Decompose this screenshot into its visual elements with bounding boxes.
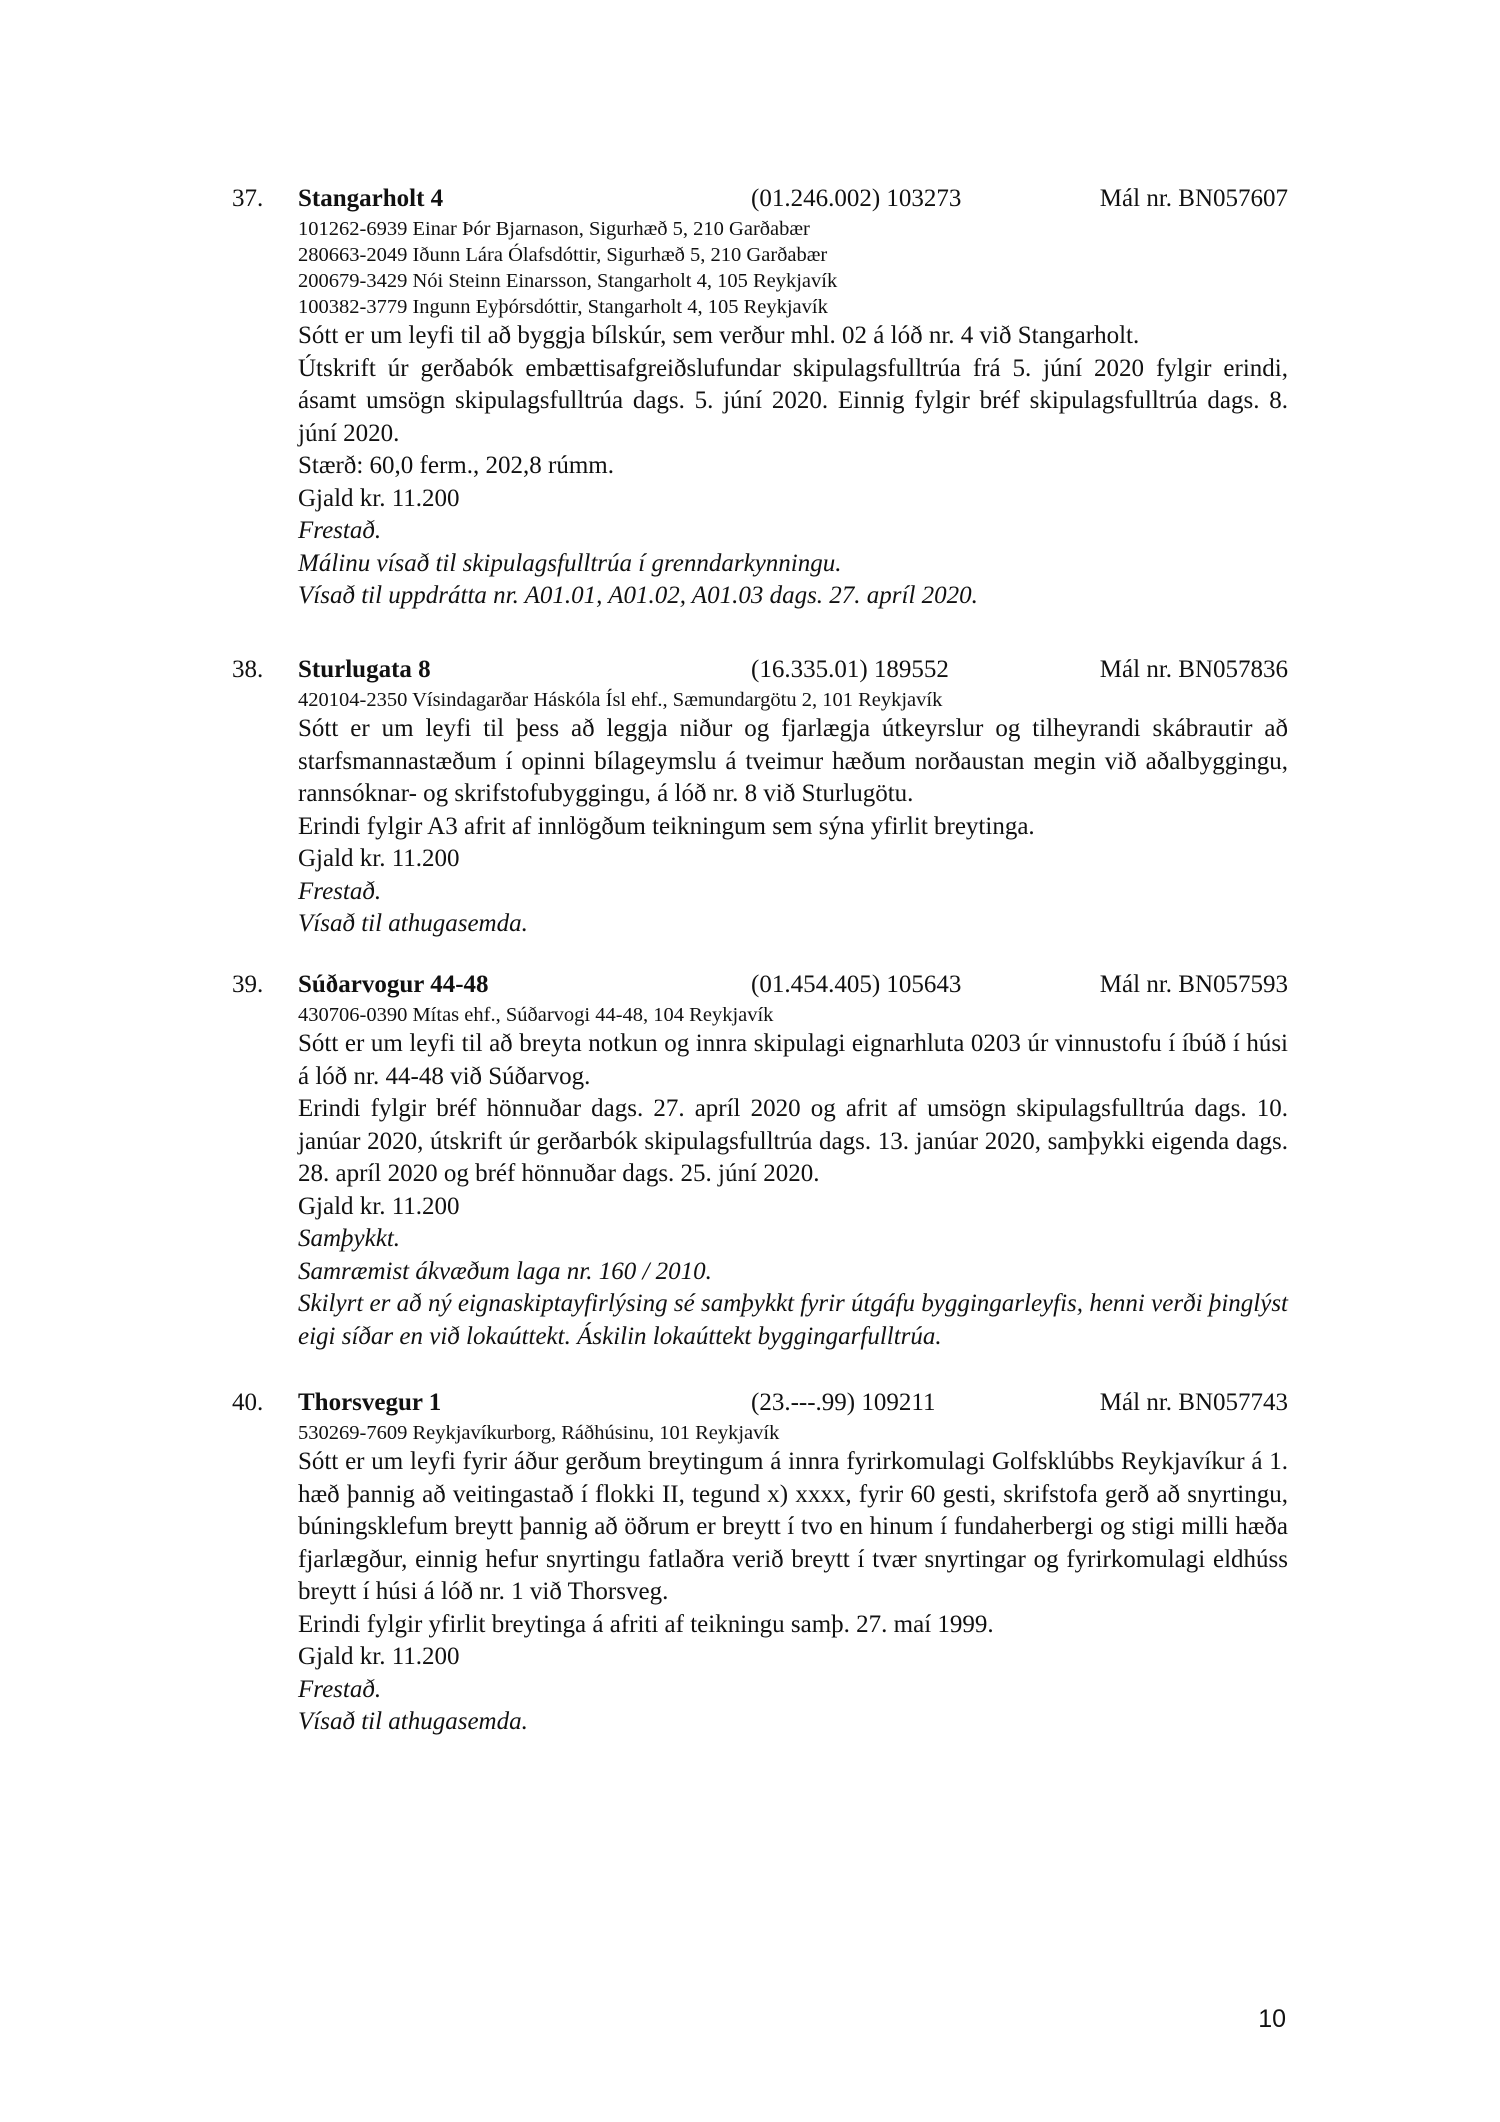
case-entry — [232, 182, 1288, 613]
decision-note: Skilyrt er að ný eignaskiptayfirlýsing sé samþykkt fyrir útgáfu byggingarleyfis, henni verði þinglýst eigi síðar en við lokaúttekt. Áskilin lokaúttekt byggingarfulltrúa. — [298, 1290, 1288, 1350]
case-entry — [232, 968, 1288, 1353]
size-text: Stærð: 60,0 ferm., 202,8 rúmm. — [298, 452, 614, 479]
decision-text: Frestað. — [298, 1675, 382, 1703]
case-address: Stangarholt 4 — [298, 185, 444, 212]
decision-text: Samþykkt. — [298, 1225, 401, 1252]
applicant-line: 420104-2350 Vísindagarðar Háskóla Ísl ehf., Sæmundargötu 2, 101 Reykjavík — [298, 689, 943, 711]
application-text: Sótt er um leyfi til að breyta notkun og innra skipulagi eignarhluta 0203 úr vinnustofu í íbúð í húsi á lóð nr. 44-48 við Súðarvog. — [298, 1030, 1288, 1090]
case-body — [298, 1002, 1288, 1353]
case-address: Súðarvogur 44-48 — [298, 971, 489, 998]
case-file-number: Mál nr. BN057607 — [1099, 185, 1288, 212]
case-body — [298, 1420, 1288, 1739]
case-address: Thorsvegur 1 — [298, 1389, 442, 1416]
case-address: Sturlugata 8 — [298, 656, 431, 683]
decision-note: Samræmist ákvæðum laga nr. 160 / 2010. — [298, 1257, 712, 1285]
case-body — [298, 687, 1288, 941]
decision-note: Málinu vísað til skipulagsfulltrúa í grenndarkynningu. — [298, 549, 842, 577]
case-lot-id: (01.454.405) 105643 — [751, 971, 962, 998]
applicant-line: 430706-0390 Mítas ehf., Súðarvogi 44-48, 104 Reykjavík — [298, 1004, 774, 1026]
fee-text: Gjald kr. 11.200 — [298, 1643, 460, 1670]
case-number: 37. — [232, 185, 264, 212]
case-number: 39. — [232, 971, 264, 998]
case-number: 40. — [232, 1389, 264, 1416]
decision-text: Frestað. — [298, 877, 382, 905]
applicant-line: 280663-2049 Iðunn Lára Ólafsdóttir, Sigurhæð 5, 210 Garðabær — [298, 244, 828, 266]
decision-note: Vísað til athugasemda. — [298, 1708, 528, 1735]
case-lot-id: (23.---.99) 109211 — [751, 1389, 936, 1416]
case-file-number: Mál nr. BN057593 — [1099, 971, 1288, 998]
application-text: Sótt er um leyfi fyrir áður gerðum breytingum á innra fyrirkomulagi Golfsklúbbs Reykjavíkur á 1. hæð þannig að veitingastað í flokki II, tegund x) xxxx, fyrir 60 gesti, skrifstofa gerð að snyrtingu, búningsklefum breytt þannig að öðrum er breytt í tvo en hinum í fundaherbergi og stigi milli hæða fjarlægður, einnig hefur snyrtingu fatlaðra verið breytt í tvær snyrtingar og fyrirkomulagi eldhúss breytt í húsi á lóð nr. 1 við Thorsveg. — [298, 1448, 1288, 1605]
applicant-line: 530269-7609 Reykjavíkurborg, Ráðhúsinu, 101 Reykjavík — [298, 1422, 780, 1444]
page-number: 10 — [1258, 2005, 1286, 2033]
case-lot-id: (01.246.002) 103273 — [751, 185, 962, 212]
applicant-line: 101262-6939 Einar Þór Bjarnason, Sigurhæð 5, 210 Garðabær — [298, 218, 810, 240]
case-header — [232, 1386, 1288, 1420]
case-header — [232, 968, 1288, 1002]
attachment-text: Erindi fylgir yfirlit breytinga á afriti af teikningu samþ. 27. maí 1999. — [298, 1610, 994, 1638]
attachment-text: Erindi fylgir A3 afrit af innlögðum teikningum sem sýna yfirlit breytinga. — [298, 812, 1035, 840]
case-body — [298, 216, 1288, 613]
case-entry — [232, 653, 1288, 941]
applicant-line: 100382-3779 Ingunn Eyþórsdóttir, Stangarholt 4, 105 Reykjavík — [298, 296, 828, 318]
case-file-number: Mál nr. BN057836 — [1099, 656, 1288, 683]
application-text: Sótt er um leyfi til að byggja bílskúr, sem verður mhl. 02 á lóð nr. 4 við Stangarholt. — [298, 322, 1140, 349]
case-entry — [232, 1386, 1288, 1739]
case-lot-id: (16.335.01) 189552 — [751, 656, 949, 683]
decision-note: Vísað til athugasemda. — [298, 910, 528, 937]
attachment-text: Útskrift úr gerðabók embættisafgreiðslufundar skipulagsfulltrúa frá 5. júní 2020 fylgir erindi, ásamt umsögn skipulagsfulltrúa dags. 5. júní 2020. Einnig fylgir bréf skipulagsfulltrúa dags. 8. júní 2020. — [298, 354, 1288, 447]
fee-text: Gjald kr. 11.200 — [298, 1192, 460, 1220]
decision-text: Frestað. — [298, 517, 382, 544]
application-text: Sótt er um leyfi til þess að leggja niður og fjarlægja útkeyrslur og tilheyrandi skábrautir að starfsmannastæðum í opinni bílageymslu á tveimur hæðum norðaustan megin við aðalbyggingu, rannsóknar- og skrifstofubyggingu, á lóð nr. 8 við Sturlugötu. — [298, 715, 1288, 807]
case-header — [232, 182, 1288, 216]
case-file-number: Mál nr. BN057743 — [1099, 1389, 1288, 1416]
case-header — [232, 653, 1288, 687]
fee-text: Gjald kr. 11.200 — [298, 845, 460, 872]
fee-text: Gjald kr. 11.200 — [298, 484, 460, 512]
case-number: 38. — [232, 656, 264, 683]
attachment-text: Erindi fylgir bréf hönnuðar dags. 27. apríl 2020 og afrit af umsögn skipulagsfulltrúa dags. 10. janúar 2020, útskrift úr gerðarbók skipulagsfulltrúa dags. 13. janúar 2020, samþykki eigenda dags. 28. apríl 2020 og bréf hönnuðar dags. 25. júní 2020. — [298, 1095, 1288, 1187]
applicant-line: 200679-3429 Nói Steinn Einarsson, Stangarholt 4, 105 Reykjavík — [298, 270, 838, 292]
decision-note: Vísað til uppdrátta nr. A01.01, A01.02, A01.03 dags. 27. apríl 2020. — [298, 582, 978, 609]
